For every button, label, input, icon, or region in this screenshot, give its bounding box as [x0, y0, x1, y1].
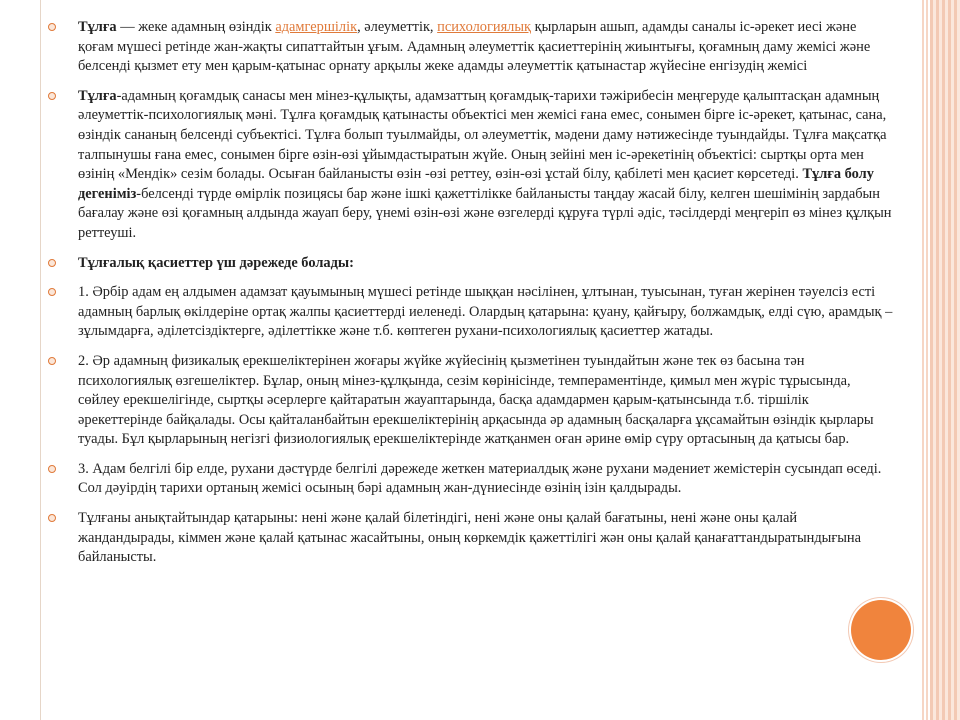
- paragraph-text: -белсенді түрде өмірлік позицясы бар және ішкі қажеттілікке байланысты таңдау жасай білу, келген шешімінің зардабын бағалау және өзі қоғамның алдында жауап беру, үнемі өзін-өзі және өзгелерді құруға түрлі әдіс, тәсілдерді меңгеріп өз мінез құлқын реттеуші.: [78, 185, 892, 241]
- bold-term: Тұлға: [78, 87, 117, 104]
- orange-circle-icon: [851, 600, 911, 660]
- bold-term: Тұлғалық қасиеттер үш дәрежеде болады:: [78, 254, 354, 271]
- bullet-paragraph: [46, 460, 894, 499]
- paragraph-text: Тұлғаны анықтайтындар қатарыны: нені және қалай білетіндігі, нені және оны қалай бағатыны, нені және оны қалай жандандырады, кіммен және қалай қатынас жасайтыны, оның көркемдік қажеттілігі жән оны қалай қанағаттандыратындығына байланысты.: [78, 510, 861, 566]
- slide-content: [46, 18, 894, 578]
- decorative-stripes: [930, 0, 960, 720]
- paragraph-text: 1. Әрбір адам ең алдымен адамзат қауымының мүшесі ретінде шыққан нәсілінен, ұлтынан, туысынан, туған жерінен тәуелсіз есті адамның барлық өкілдеріне ортақ жалпы қасиеттерді иеленеді. Олардың қатарына: қуану, қайғыру, болжамдық, елді сүю, арамдық –зұлымдарға, әділетсіздіктерге, әділеттікке және т.б. көптеген рухани-психологиялық қасиеттер жатады.: [78, 284, 893, 340]
- decorative-stripes-inner: [922, 0, 930, 720]
- hyperlink[interactable]: адамгершілік: [275, 19, 358, 35]
- bullet-icon: [48, 92, 56, 100]
- paragraph-text: — жеке адамның өзіндік: [116, 19, 276, 35]
- bullet-icon: [48, 23, 56, 31]
- bullet-paragraph: [46, 509, 894, 568]
- paragraph-text: , әлеуметтік,: [357, 19, 438, 35]
- paragraph-text: 3. Адам белгілі бір елде, рухани дәстүрде белгілі дәрежеде жеткен материалдық және рухани мәдениет жемістерін сусындап өседі. Сол дәуірдің тарихи ортаның жемісі осының бәрі адамның жан-дүниесінде өзінің ізін қалдырады.: [78, 460, 882, 497]
- paragraph-text: 2. Әр адамның физикалық ерекшеліктерінен жоғары жүйке жүйесінің қызметінен туындайтын және тек өз басына тән психологиялық өзгешеліктер. Бұлар, оның мінез-құлқында, сезім көрінісінде, темпераментінде, қимыл мен жүріс тұрысында, сөйлеу ерекшелігінде, сыртқы әсерлерге қайтаратын жауаптарында, басқа адамдармен қарым-қатынсында т.б. тіршілік әрекеттерінде байқалады. Осы қайталанбайтын ерекшеліктерінің арқасында әр адамның басқаларға ұқсамайтын өзіндік қырлары туады. Бұл қырларының негізгі физиологиялық ерекшеліктерінде жатқанмен оған әрине өмір сүру ортасының да қатысы бар.: [78, 352, 874, 448]
- hyperlink[interactable]: психологиялық: [437, 19, 532, 35]
- bullet-icon: [48, 514, 56, 522]
- bullet-paragraph: [46, 352, 894, 450]
- bold-term: Тұлға болу дегеніміз: [78, 166, 874, 202]
- bullet-icon: [48, 259, 56, 267]
- bold-term: Тұлға: [78, 19, 117, 35]
- bullet-icon: [48, 288, 56, 296]
- bullet-paragraph: [46, 18, 894, 77]
- paragraph-text: қырларын ашып, адамды саналы іс-әрекет иесі және қоғам мүшесі ретінде жан-жақты сипаттайтын ұғым. Адамның әлеуметтік қасиеттерінің жиынтығы, қоғамның даму жемісі және белсенді қызмет ету мен қарым-қатынас орнату арқылы жеке адамды әлеуметтік қатынастар жүйесіне енгізудің жемісі: [78, 19, 871, 75]
- bullet-paragraph: [46, 87, 894, 244]
- bullet-icon: [48, 465, 56, 473]
- bullet-icon: [48, 357, 56, 365]
- bullet-paragraph: [46, 283, 894, 342]
- bullet-paragraph: [46, 254, 894, 274]
- paragraph-text: -адамның қоғамдық санасы мен мінез-құлықты, адамзаттың қоғамдық-тарихи тәжірибесін меңгеруде қалыптасқан адамның әлеуметтік-психологиялық мәні. Тұлға қоғамдық қатынасты объектісі мен жемісі ғана емес, сонымен бірге іс-әрекет, қатынас, сана, өзіндік сананың белсенді субъектісі. Тұлға болып туылмайды, ол әлеуметтік, мәдени даму нәтижесінде туындайды. Тұлға мақсатқа талпынушы ғана емес, сонымен бірге өзін-өзі ұйымдастыратын жүйе. Оның зейіні мен іс-әрекетінің объектісі: сыртқы орта мен өзінің «Мендік» сезім болады. Осыған байланысты өзін -өзі реттеу, өзін-өзі ұстай білу, қабілеті мен қасиет көрсетеді.: [78, 87, 887, 183]
